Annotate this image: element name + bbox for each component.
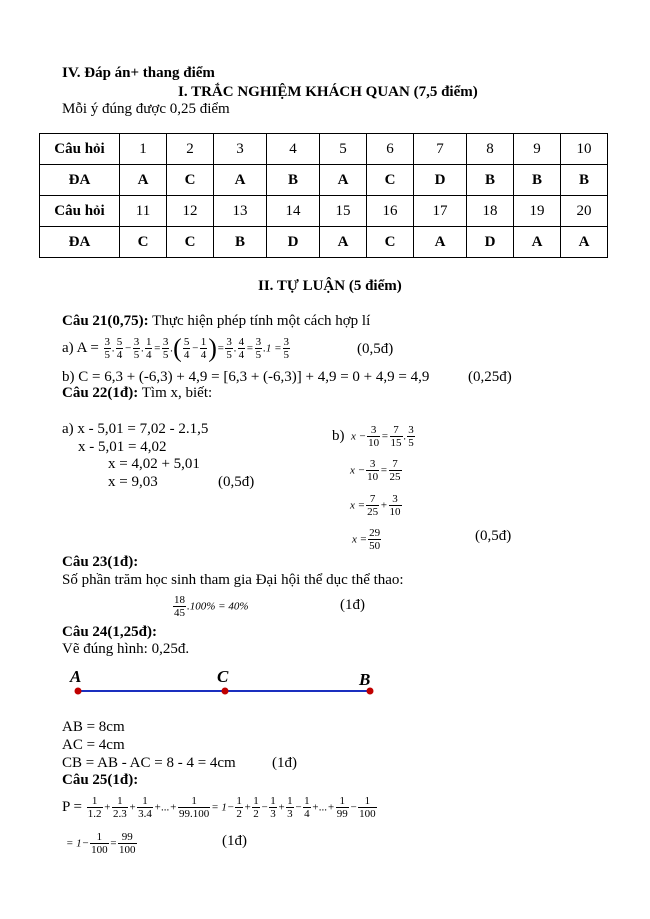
fraction: $\frac{29}{50}$ <box>369 527 381 553</box>
fraction: $\frac{3}{10}$ <box>389 493 401 519</box>
q25-formula-2: = 1− $\frac{1}{100}$ = $\frac{99}{100}$ <box>66 831 136 857</box>
cell: 11 <box>120 196 167 227</box>
q22-b-line-2: x − $\frac{3}{10}$ = $\frac{7}{25}$ <box>350 458 401 484</box>
cell: A <box>514 227 561 258</box>
point-a <box>75 688 82 695</box>
cell: 14 <box>267 196 320 227</box>
cell: B <box>267 165 320 196</box>
q22-a-line-4: x = 9,03 <box>108 474 158 490</box>
answer-table <box>39 133 608 258</box>
q22-b-line-1: b) x − $\frac{3}{10}$ = $\frac{7}{15}$ . $\frac{3}{5}$ <box>332 424 414 450</box>
q25-score: (1đ) <box>222 833 247 849</box>
cell: C <box>120 227 167 258</box>
q22-b-line-4: x = $\frac{29}{50}$ <box>352 527 381 553</box>
cell: 6 <box>367 134 414 165</box>
fraction: $\frac{3}{10}$ <box>367 458 379 484</box>
fraction: $\frac{4}{4}$ <box>238 336 245 362</box>
row-label: Câu hỏi <box>40 196 120 227</box>
q23-rest: .100% = 40% <box>187 600 249 613</box>
table-row <box>40 227 608 258</box>
q24-score: (1đ) <box>272 755 297 771</box>
cell: 4 <box>267 134 320 165</box>
section-title: IV. Đáp án+ thang điểm <box>62 65 215 81</box>
fraction: $\frac{1}{4}$ <box>200 336 207 362</box>
fraction: $\frac{1}{2.3}$ <box>112 795 127 821</box>
cell: 18 <box>467 196 514 227</box>
fraction: $\frac{3}{5}$ <box>408 424 414 450</box>
table-row <box>40 165 608 196</box>
q21-b-score: (0,25đ) <box>468 369 512 385</box>
cell: 1 <box>120 134 167 165</box>
fraction: $\frac{1}{4}$ <box>145 336 152 362</box>
q23-num: 18 <box>174 594 185 607</box>
cell: B <box>514 165 561 196</box>
cell: A <box>214 165 267 196</box>
cell: D <box>467 227 514 258</box>
cell: 3 <box>214 134 267 165</box>
cell: D <box>267 227 320 258</box>
q22-a-score: (0,5đ) <box>218 474 255 490</box>
q24-line-2: AC = 4cm <box>62 737 125 753</box>
q24-line-1: AB = 8cm <box>62 719 125 735</box>
q21-text: Thực hiện phép tính một cách hợp lí <box>152 313 371 329</box>
fraction: $\frac{3}{10}$ <box>368 424 380 450</box>
fraction: $\frac{3}{5}$ <box>283 336 290 362</box>
label-b: B <box>359 670 371 689</box>
cell: A <box>320 227 367 258</box>
q22-b-line-3: x = $\frac{7}{25}$ + $\frac{3}{10}$ <box>350 493 401 519</box>
part1-note: Mỗi ý đúng được 0,25 điểm <box>62 101 230 117</box>
fraction: $\frac{1}{1.2}$ <box>87 795 102 821</box>
q22-b-score: (0,5đ) <box>475 528 512 544</box>
q21-b-line: b) C = 6,3 + (-6,3) + 4,9 = [6,3 + (-6,3)] + 4,9 = 0 + 4,9 = 4,9 <box>62 369 430 385</box>
label-a: A <box>70 667 82 686</box>
segment-diagram <box>60 662 390 702</box>
q23-score: (1đ) <box>340 597 365 613</box>
label-c: C <box>217 667 229 686</box>
fraction: $\frac{3}{5}$ <box>162 336 169 362</box>
row-label: ĐA <box>40 165 120 196</box>
cell: B <box>467 165 514 196</box>
q21-a-formula: a) A = $\frac{3}{5}$ . $\frac{5}{4}$ − $\frac{3}{5}$ . $\frac{1}{4}$ = $\frac{3}{5}$ .( $\frac{5}{4}$ − $\frac{1}{4}$ )= $\frac{3}{5}$ . $\frac{4}{4}$ = $\frac{3}{5}$ .1 = $\frac{3}{5}$ <box>62 333 290 363</box>
cell: 7 <box>414 134 467 165</box>
q23-den: 45 <box>174 607 185 620</box>
q22-a-line-3: x = 4,02 + 5,01 <box>108 456 200 472</box>
cell: A <box>414 227 467 258</box>
cell: 9 <box>514 134 561 165</box>
q25-label: Câu 25(1đ): <box>62 772 139 788</box>
cell: A <box>120 165 167 196</box>
fraction: $\frac{1}{99}$ <box>336 795 348 821</box>
q22-label: Câu 22(1đ): <box>62 385 139 401</box>
q23-text: Số phần trăm học sinh tham gia Đại hội thể dục thể thao: <box>62 572 404 588</box>
q22-text: Tìm x, biết: <box>141 385 213 401</box>
fraction: $\frac{3}{5}$ <box>226 336 232 362</box>
cell: 19 <box>514 196 561 227</box>
fraction: $\frac{5}{4}$ <box>183 336 190 362</box>
fraction: $\frac{5}{4}$ <box>116 336 123 362</box>
q22-heading <box>62 385 212 402</box>
q22-b-prefix: b) <box>332 428 345 444</box>
cell: 20 <box>561 196 608 227</box>
fraction: $\frac{1}{99.100}$ <box>178 795 210 821</box>
q22-a-line-2: x - 5,01 = 4,02 <box>78 439 167 455</box>
fraction: $\frac{7}{25}$ <box>389 458 401 484</box>
table-row <box>40 196 608 227</box>
fraction: $\frac{3}{5}$ <box>133 336 140 362</box>
cell: 5 <box>320 134 367 165</box>
cell: 2 <box>167 134 214 165</box>
q25-formula-1: P = $\frac{1}{1.2}$ + $\frac{1}{2.3}$ + $\frac{1}{3.4}$ +...+ $\frac{1}{99.100}$ = 1− $\frac{1}{2}$ + $\frac{1}{2}$ − $\frac{1}{3}$ + $\frac{1}{3}$ − $\frac{1}{4}$ +...+ $\frac{1}{99}$ − $\frac{1}{100}$ <box>62 795 376 821</box>
cell: C <box>167 165 214 196</box>
cell: 15 <box>320 196 367 227</box>
row-label: ĐA <box>40 227 120 258</box>
fraction: $\frac{7}{15}$ <box>390 424 402 450</box>
cell: C <box>367 165 414 196</box>
fraction: $\frac{1}{100}$ <box>359 795 376 821</box>
cell: 8 <box>467 134 514 165</box>
fraction: $\frac{1}{2}$ <box>236 795 242 821</box>
q21-a-score: (0,5đ) <box>357 341 394 357</box>
cell: 10 <box>561 134 608 165</box>
fraction: $\frac{7}{25}$ <box>367 493 379 519</box>
cell: C <box>167 227 214 258</box>
cell: B <box>561 165 608 196</box>
cell: C <box>367 227 414 258</box>
part1-title: I. TRẮC NGHIỆM KHÁCH QUAN (7,5 điểm) <box>178 84 478 100</box>
fraction: $\frac{1}{4}$ <box>304 795 310 821</box>
cell: A <box>561 227 608 258</box>
q24-line-3: CB = AB - AC = 8 - 4 = 4cm <box>62 755 236 771</box>
fraction: $\frac{1}{2}$ <box>253 795 259 821</box>
q22-a-line-1: a) x - 5,01 = 7,02 - 2.1,5 <box>62 421 209 437</box>
point-c <box>222 688 229 695</box>
q23-formula <box>172 588 249 624</box>
fraction: $\frac{1}{3}$ <box>270 795 276 821</box>
cell: 12 <box>167 196 214 227</box>
cell: A <box>320 165 367 196</box>
q24-text: Vẽ đúng hình: 0,25đ. <box>62 641 190 657</box>
q25-p-prefix: P = <box>62 799 82 815</box>
cell: D <box>414 165 467 196</box>
fraction: $\frac{99}{100}$ <box>119 831 136 857</box>
cell: 17 <box>414 196 467 227</box>
cell: B <box>214 227 267 258</box>
fraction: $\frac{1}{100}$ <box>91 831 108 857</box>
q21-a-prefix: a) A = <box>62 340 99 356</box>
fraction: $\frac{3}{5}$ <box>255 336 262 362</box>
row-label: Câu hỏi <box>40 134 120 165</box>
cell: 13 <box>214 196 267 227</box>
fraction: $\frac{1}{3}$ <box>287 795 293 821</box>
fraction: $\frac{1}{3.4}$ <box>138 795 152 821</box>
q23-label: Câu 23(1đ): <box>62 554 139 570</box>
table-row <box>40 134 608 165</box>
part2-title: II. TỰ LUẬN (5 điểm) <box>258 278 402 294</box>
fraction: $\frac{3}{5}$ <box>104 336 111 362</box>
fraction <box>173 594 186 619</box>
q21-heading <box>62 313 370 330</box>
q24-label: Câu 24(1,25đ): <box>62 624 158 640</box>
q21-label: Câu 21(0,75): <box>62 313 149 329</box>
cell: 16 <box>367 196 414 227</box>
